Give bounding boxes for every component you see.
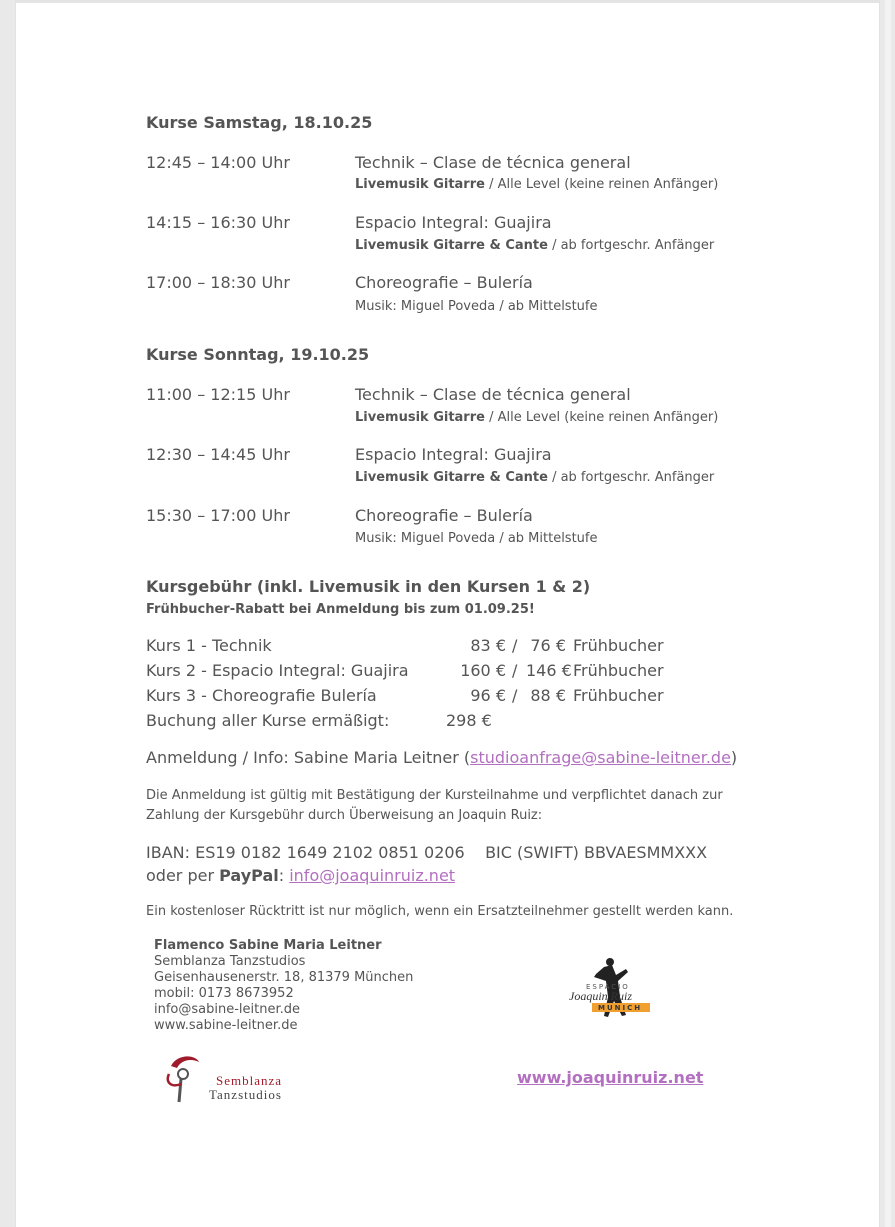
sunday-course-3-title: Choreografie – Bulería (355, 506, 533, 525)
contact-line: www.sabine-leitner.de (154, 1018, 298, 1033)
joaquin-logo-city: MUNICH (598, 1004, 643, 1012)
sunday-course-2-info: Livemusik Gitarre & Cante / ab fortgeschr. Anfänger (355, 470, 715, 485)
sunday-course-2-title: Espacio Integral: Guajira (355, 445, 552, 464)
saturday-course-2-title: Espacio Integral: Guajira (355, 213, 552, 232)
contact-line: info@sabine-leitner.de (154, 1002, 301, 1017)
joaquin-logo-name: Joaquin Ruiz (569, 989, 632, 1003)
saturday-course-2-time: 14:15 – 16:30 Uhr (146, 213, 290, 232)
page-edge-shadow (885, 0, 891, 1227)
fee-label: Kurs 1 - Technik (146, 636, 272, 655)
terms-text (146, 786, 723, 826)
early-bird-note: Frühbucher-Rabatt bei Anmeldung bis zum 01.09.25! (146, 602, 535, 617)
fee-label: Kurs 3 - Choreografie Bulería (146, 686, 377, 705)
fee-early-price: 146 € (526, 661, 572, 680)
paypal-colon: : (278, 866, 290, 885)
fee-early-price: 88 € (530, 686, 566, 705)
fee-early-label: Frühbucher (573, 686, 664, 705)
fees-heading: Kursgebühr (inkl. Livemusik in den Kursen 1 & 2) (146, 577, 591, 596)
paypal-email-link[interactable]: info@joaquinruiz.net (289, 866, 456, 885)
contact-line: mobil: 0173 8673952 (154, 986, 294, 1001)
joaquin-ruiz-logo (564, 955, 664, 1030)
saturday-course-3-title: Choreografie – Bulería (355, 273, 533, 292)
saturday-course-3-info: Musik: Miguel Poveda / ab Mittelstufe (355, 299, 598, 314)
fee-label: Kurs 2 - Espacio Integral: Guajira (146, 661, 409, 680)
sunday-heading: Kurse Sonntag, 19.10.25 (146, 345, 370, 364)
sunday-course-2-time: 12:30 – 14:45 Uhr (146, 445, 290, 464)
sunday-course-1-time: 11:00 – 12:15 Uhr (146, 385, 290, 404)
semblanza-logo-subword: Tanzstudios (209, 1087, 282, 1102)
fee-separator: / (512, 636, 518, 655)
dancer-head-icon (606, 958, 614, 966)
sunday-course-1-info: Livemusik Gitarre / Alle Level (keine reinen Anfänger) (355, 410, 719, 425)
paypal-label: PayPal (219, 866, 279, 885)
top-divider (16, 0, 879, 3)
saturday-course-3-time: 17:00 – 18:30 Uhr (146, 273, 290, 292)
sunday-course-3-info: Musik: Miguel Poveda / ab Mittelstufe (355, 531, 598, 546)
saturday-course-1-title: Technik – Clase de técnica general (355, 153, 631, 172)
saturday-course-1-time: 12:45 – 14:00 Uhr (146, 153, 290, 172)
terms-line-2: Zahlung der Kursgebühr durch Überweisung an Joaquin Ruiz: (146, 808, 543, 823)
paypal-prefix: oder per (146, 866, 220, 885)
terms-line-1: Die Anmeldung ist gültig mit Bestätigung der Kursteilnahme und verpflichtet danach zur (146, 788, 723, 803)
semblanza-logo-stem (179, 1079, 181, 1102)
fee-price: 83 € (470, 636, 506, 655)
fee-all-label: Buchung aller Kurse ermäßigt: (146, 711, 390, 730)
registration-line (146, 748, 737, 767)
saturday-heading: Kurse Samstag, 18.10.25 (146, 113, 373, 132)
fee-separator: / (512, 686, 518, 705)
semblanza-logo-swoosh (171, 1056, 199, 1068)
sunday-course-3-time: 15:30 – 17:00 Uhr (146, 506, 290, 525)
semblanza-logo (161, 1052, 321, 1108)
sunday-course-1-title: Technik – Clase de técnica general (355, 385, 631, 404)
registration-suffix: ) (730, 748, 738, 767)
contact-name: Flamenco Sabine Maria Leitner (154, 938, 382, 953)
contact-block (154, 938, 413, 1034)
fee-all-price: 298 € (446, 711, 492, 730)
semblanza-logo-word: Semblanza (216, 1073, 283, 1088)
contact-line: Semblanza Tanzstudios (154, 954, 306, 969)
cancellation-note: Ein kostenloser Rücktritt ist nur möglich, wenn ein Ersatzteilnehmer gestellt werden kann. (146, 904, 734, 919)
contact-line: Geisenhausenerstr. 18, 81379 München (154, 970, 414, 985)
paypal-line (146, 866, 455, 885)
fee-price: 160 € (460, 661, 506, 680)
fee-early-label: Frühbucher (573, 661, 664, 680)
saturday-course-1-info: Livemusik Gitarre / Alle Level (keine reinen Anfänger) (355, 177, 719, 192)
semblanza-logo-ring (178, 1069, 188, 1079)
fee-early-label: Frühbucher (573, 636, 664, 655)
document-page (15, 0, 880, 1227)
fee-early-price: 76 € (530, 636, 566, 655)
registration-prefix: Anmeldung / Info: Sabine Maria Leitner ( (146, 748, 471, 767)
bank-details: IBAN: ES19 0182 1649 2102 0851 0206 BIC (SWIFT) BBVAESMMXXX (146, 843, 708, 862)
joaquinruiz-website-link[interactable]: www.joaquinruiz.net (517, 1068, 704, 1087)
joaquin-logo-espacio: ESPACIO (586, 983, 630, 991)
fee-price: 96 € (470, 686, 506, 705)
saturday-course-2-info: Livemusik Gitarre & Cante / ab fortgeschr. Anfänger (355, 238, 715, 253)
registration-email-link[interactable]: studioanfrage@sabine-leitner.de (470, 748, 731, 767)
fee-separator: / (512, 661, 518, 680)
